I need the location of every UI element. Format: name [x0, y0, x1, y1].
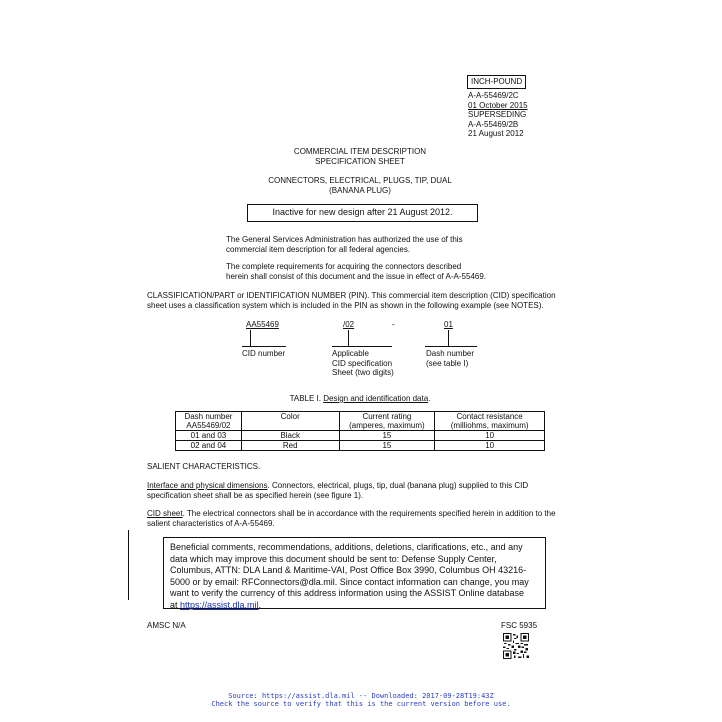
table-header-dash-line-2: AA55469/02	[186, 421, 231, 430]
authorization-line-1: The General Services Administration has authorized the use of this	[226, 235, 463, 244]
interface-text-1: . Connectors, electrical, plugs, tip, dual (banana plug) supplied to this CID	[267, 481, 529, 490]
table-header-dash-number	[176, 412, 242, 431]
requirements-line-2: herein shall consist of this document and the issue in effect of A-A-55469.	[226, 271, 487, 281]
comments-line-6-prefix: at	[170, 599, 181, 610]
cid-line-1	[147, 509, 556, 519]
design-data-table	[175, 411, 545, 451]
pin-underline-3	[425, 346, 477, 347]
table-header-color	[241, 412, 339, 431]
qr-code-icon	[503, 633, 529, 659]
amsc-label: AMSC N/A	[147, 621, 186, 630]
table-header-row	[176, 412, 545, 431]
table-header-color-line-1: Color	[280, 412, 300, 421]
footer-source-line: Source: https://assist.dla.mil -- Downloaded: 2017-09-28T19:43Z	[228, 692, 494, 700]
table-row	[176, 431, 545, 441]
cid-sheet-title: CID sheet	[147, 509, 183, 518]
pin-separator: -	[392, 320, 395, 329]
interface-line-1	[147, 481, 528, 491]
superseded-id: A-A-55469/2B	[468, 119, 519, 129]
download-footer	[0, 692, 722, 708]
table-header-dash-line-1: Dash number	[184, 412, 233, 421]
pin-underline-2	[332, 346, 392, 347]
requirements-paragraph	[226, 262, 486, 281]
table-header-current-rating	[339, 412, 435, 431]
authorization-line-2: commercial item description for all federal agencies.	[226, 244, 411, 254]
comments-line-6	[170, 600, 539, 612]
assist-link[interactable]: https://assist.dla.mil	[180, 599, 259, 610]
table-header-current-line-2: (amperes, maximum)	[349, 421, 425, 430]
document-subject	[200, 176, 520, 195]
table-cell-color: Black	[241, 431, 339, 441]
interface-line-2: specification sheet shall be as specified herein (see figure 1).	[147, 490, 364, 500]
requirements-line-1: The complete requirements for acquiring the connectors described	[226, 262, 462, 271]
pin-underline-1	[242, 346, 286, 347]
table-cell-resistance: 10	[435, 431, 545, 441]
cid-line-2: salient characteristics of A-A-55469.	[147, 518, 275, 528]
document-id: A-A-55469/2C	[468, 91, 519, 100]
pin-leader-line-3	[448, 330, 449, 346]
comments-line-6-suffix: .	[258, 599, 262, 610]
document-title	[200, 147, 520, 166]
comments-line-2: data which may improve this document should be sent to: Defense Supply Center,	[170, 553, 497, 564]
table-header-resistance-line-2: (milliohms, maximum)	[450, 421, 529, 430]
revision-change-bar	[128, 530, 129, 600]
classification-line-1: CLASSIFICATION/PART or IDENTIFICATION NUMBER (PIN). This commercial item description (CID) specification	[147, 291, 556, 300]
table-cell-resistance: 10	[435, 441, 545, 451]
table-cell-dash: 01 and 03	[176, 431, 242, 441]
comments-line-1: Beneficial comments, recommendations, additions, deletions, clarifications, etc., and any	[170, 542, 523, 552]
fsc-label: FSC 5935	[501, 621, 538, 630]
comments-line-3: Columbus, ATTN: DLA Land & Maritime-VAI, Post Office Box 3990, Columbus OH 43216-	[170, 565, 527, 575]
pin-label-sheet-line-2: CID specification	[332, 358, 393, 368]
table-caption-title: Design and identification data	[323, 394, 429, 403]
table-header-current-line-1: Current rating	[362, 412, 412, 421]
table-caption-suffix: .	[428, 394, 431, 403]
table-caption-prefix: TABLE I.	[289, 394, 321, 403]
classification-line-2: sheet uses a classification system which is included in the PIN as shown in the following example (see NOTES).	[147, 300, 544, 310]
table-cell-dash: 02 and 04	[176, 441, 242, 451]
pin-label-dash-line-2: (see table I)	[426, 358, 469, 368]
inactive-notice: Inactive for new design after 21 August 2012.	[247, 204, 478, 222]
pin-leader-line-1	[250, 330, 251, 346]
comments-line-4: 5000 or by email: RFConnectors@dla.mil. Since contact information can change, you may	[170, 576, 529, 587]
table-cell-current: 15	[339, 441, 435, 451]
table-header-resistance-line-1: Contact resistance	[456, 412, 523, 421]
interface-paragraph	[147, 481, 528, 500]
inch-pound-label: INCH-POUND	[467, 75, 526, 89]
pin-label-sheet-line-3: Sheet (two digits)	[332, 368, 394, 377]
pin-label-dash-line-1: Dash number	[426, 349, 475, 358]
pin-label-sheet-line-1: Applicable	[332, 349, 369, 358]
comments-line-5: want to verify the currency of this address information using the ASSIST Online database	[170, 588, 525, 598]
superseded-date: 21 August 2012	[468, 129, 524, 138]
pin-label-sheet	[332, 349, 394, 378]
footer-verify-line: Check the source to verify that this is the current version before use.	[211, 700, 511, 708]
title-line-1: COMMERCIAL ITEM DESCRIPTION	[293, 147, 427, 156]
title-line-2: SPECIFICATION SHEET	[315, 156, 405, 166]
pin-part-dash: 01	[444, 320, 453, 329]
table-row	[176, 441, 545, 451]
pin-part-sheet: /02	[343, 320, 355, 329]
table-header-contact-resistance	[435, 412, 545, 431]
cid-text-1: . The electrical connectors shall be in accordance with the requirements specified herein in addition to the	[182, 509, 556, 518]
pin-label-dash	[426, 349, 474, 368]
cid-sheet-paragraph	[147, 509, 556, 528]
comments-box	[163, 537, 546, 609]
table-cell-current: 15	[339, 431, 435, 441]
interface-title: Interface and physical dimensions	[147, 481, 268, 490]
authorization-paragraph	[226, 235, 463, 254]
subject-line-1: CONNECTORS, ELECTRICAL, PLUGS, TIP, DUAL	[268, 176, 452, 185]
superseding-label: SUPERSEDING	[468, 110, 527, 119]
pin-leader-line-2	[348, 330, 349, 346]
pin-label-cid: CID number	[242, 349, 286, 358]
classification-paragraph	[147, 291, 556, 310]
salient-heading: SALIENT CHARACTERISTICS.	[147, 462, 261, 471]
table-cell-color: Red	[241, 441, 339, 451]
pin-part-cid: AA55469	[246, 320, 279, 329]
table-caption	[200, 394, 520, 404]
subject-line-2: (BANANA PLUG)	[329, 185, 391, 195]
document-date: 01 October 2015	[468, 100, 528, 110]
document-id-block	[468, 91, 528, 139]
